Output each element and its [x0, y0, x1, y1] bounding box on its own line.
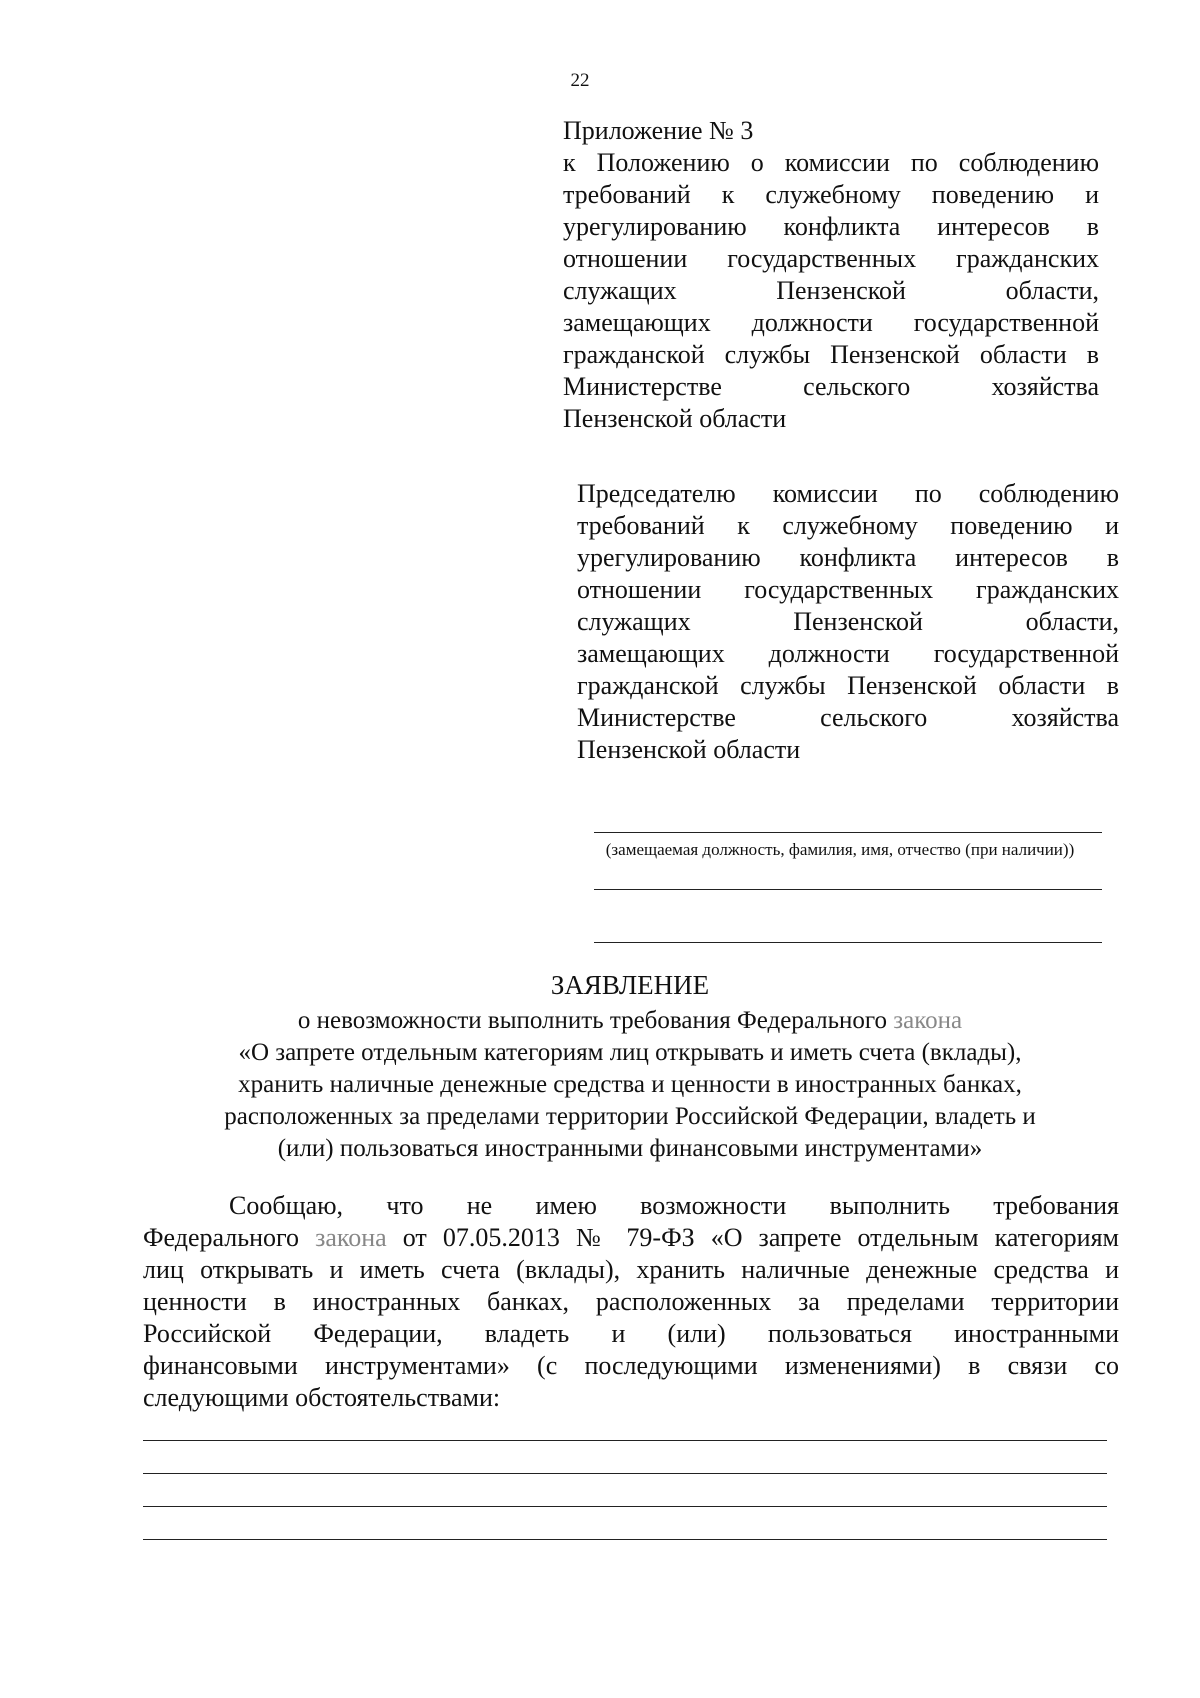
circumstances-blank-line-2[interactable] — [143, 1473, 1107, 1474]
statement-subtitle-line: «О запрете отдельным категориям лиц открывать и иметь счета (вклады), — [238, 1039, 1022, 1066]
annex-line: Министерстве сельского хозяйства — [563, 372, 1099, 401]
statement-subtitle-line — [150, 1005, 1110, 1037]
annex-title: Приложение № 3 — [563, 116, 754, 145]
body-line: ценности в иностранных банках, расположенных за пределами территории — [143, 1287, 1119, 1316]
statement-body — [143, 1190, 1119, 1414]
law-word: закона — [315, 1223, 387, 1252]
body-text: от 07.05.2013 № 79-ФЗ «О запрете отдельным категориям — [386, 1223, 1119, 1252]
law-word: закона — [893, 1007, 963, 1034]
addressee-line: Пензенской области — [577, 735, 801, 764]
addressee-line: замещающих должности государственной — [577, 639, 1119, 668]
statement-subtitle — [150, 1005, 1110, 1165]
addressee-line: отношении государственных гражданских — [577, 575, 1119, 604]
addressee-line: Министерстве сельского хозяйства — [577, 703, 1119, 732]
annex-line: к Положению о комиссии по соблюдению — [563, 148, 1099, 177]
statement-title: ЗАЯВЛЕНИЕ — [550, 970, 710, 1000]
statement-subtitle-line: (или) пользоваться иностранными финансовыми инструментами» — [277, 1135, 983, 1162]
annex-line: замещающих должности государственной — [563, 308, 1099, 337]
annex-line: служащих Пензенской области, — [563, 276, 1099, 305]
annex-line: гражданской службы Пензенской области в — [563, 340, 1099, 369]
statement-subtitle-line: расположенных за пределами территории Российской Федерации, владеть и — [224, 1103, 1036, 1130]
annex-line: отношении государственных гражданских — [563, 244, 1099, 273]
from-extra-blank-line-2[interactable] — [594, 942, 1102, 943]
from-extra-blank-line-1[interactable] — [594, 889, 1102, 890]
annex-line: Пензенской области — [563, 404, 787, 433]
body-line: Сообщаю, что не имею возможности выполнить требования — [229, 1191, 1119, 1220]
addressee-line: урегулированию конфликта интересов в — [577, 543, 1119, 572]
addressee-line: Председателю комиссии по соблюдению — [577, 479, 1119, 508]
body-text: Федерального — [143, 1223, 316, 1252]
body-line: Российской Федерации, владеть и (или) пользоваться иностранными — [143, 1319, 1119, 1348]
body-line: лиц открывать и иметь счета (вклады), хранить наличные денежные средства и — [143, 1255, 1119, 1284]
circumstances-blank-line-4[interactable] — [143, 1539, 1107, 1540]
annex-line: требований к служебному поведению и — [563, 180, 1099, 209]
annex-line: урегулированию конфликта интересов в — [563, 212, 1099, 241]
addressee-line: требований к служебному поведению и — [577, 511, 1119, 540]
addressee-block — [577, 478, 1119, 766]
body-line: следующими обстоятельствами: — [143, 1383, 501, 1412]
statement-subtitle-line: хранить наличные денежные средства и ценности в иностранных банках, — [238, 1071, 1022, 1098]
circumstances-blank-line-1[interactable] — [143, 1440, 1107, 1441]
annex-block — [563, 115, 1099, 435]
body-line: финансовыми инструментами» (с последующими изменениями) в связи со — [143, 1351, 1119, 1380]
addressee-line: служащих Пензенской области, — [577, 607, 1119, 636]
body-line — [143, 1222, 1119, 1254]
from-name-blank-line[interactable] — [594, 832, 1102, 833]
circumstances-blank-line-3[interactable] — [143, 1506, 1107, 1507]
statement-subtitle-text: о невозможности выполнить требования Федерального — [297, 1007, 894, 1034]
page-number: 22 — [570, 70, 590, 91]
addressee-line: гражданской службы Пензенской области в — [577, 671, 1119, 700]
from-caption: (замещаемая должность, фамилия, имя, отчество (при наличии)) — [605, 840, 1075, 859]
